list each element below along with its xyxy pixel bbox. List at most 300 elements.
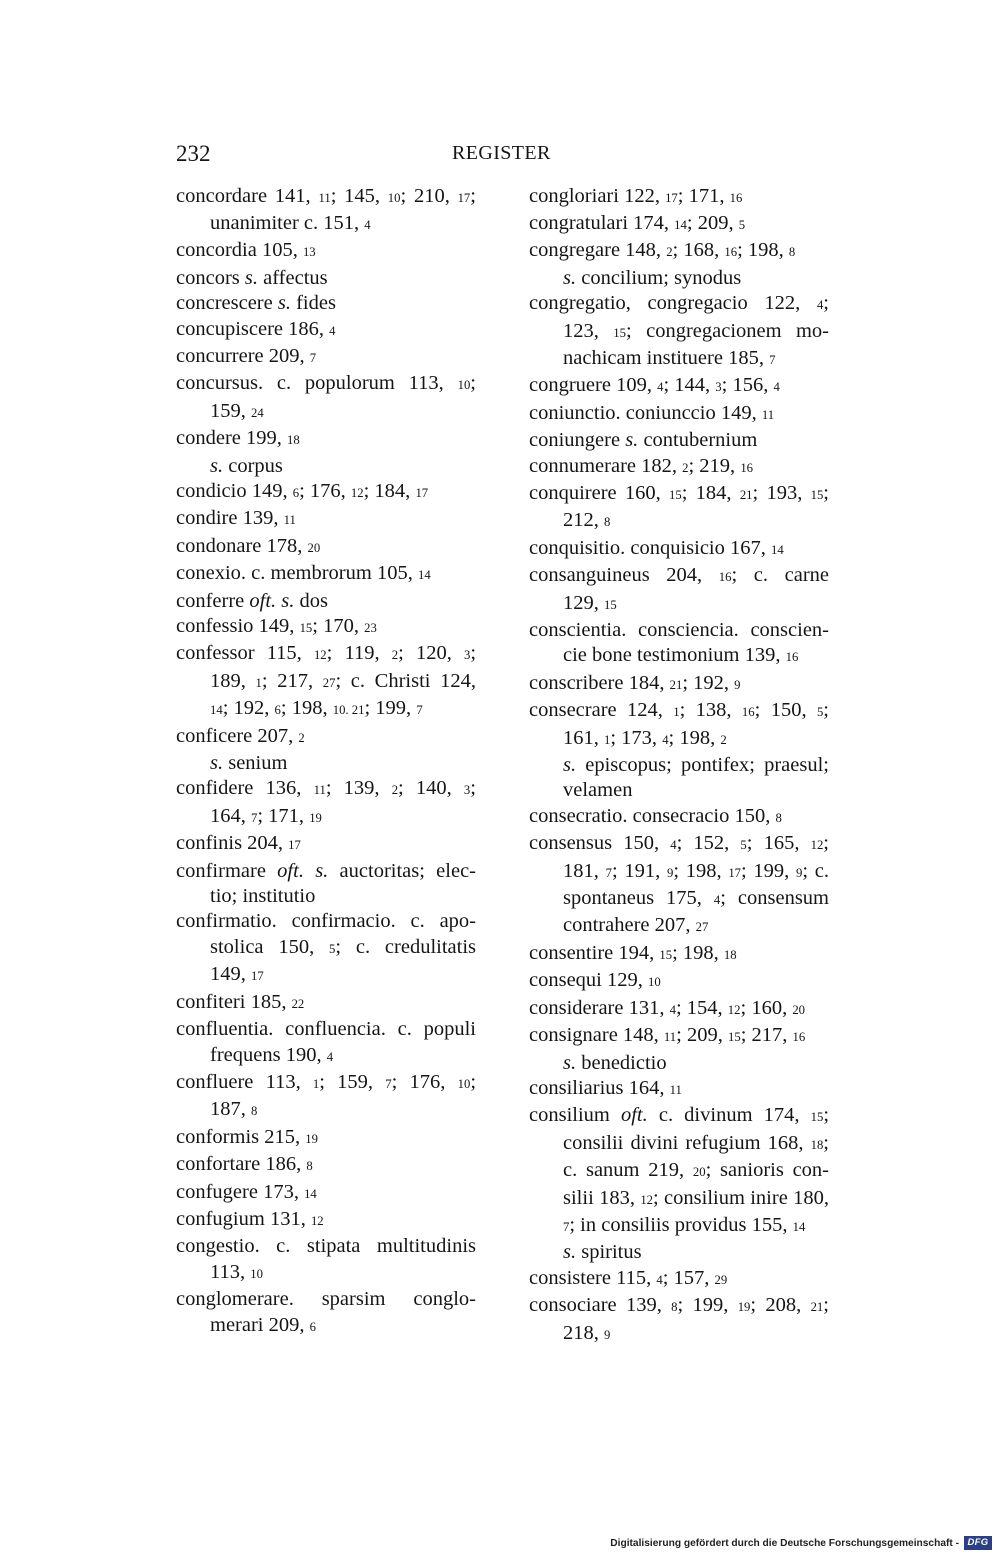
- entry-text: ; 156,: [721, 374, 774, 397]
- entry-text: ; 191,: [611, 859, 667, 882]
- entry-text: 129,: [563, 591, 604, 614]
- line-reference: 4: [816, 298, 824, 313]
- footer-text: Digitalisierung gefördert durch die Deutsche Forschungsgemeinschaft -: [610, 1537, 959, 1549]
- entry-text: spiritus: [576, 1241, 642, 1264]
- index-line: [176, 724, 476, 751]
- entry-text: ; 120,: [398, 642, 464, 665]
- line-reference: 4: [670, 838, 677, 853]
- entry-text: condicio 149,: [176, 479, 293, 502]
- entry-text: concordare 141,: [176, 184, 319, 207]
- index-entry: [529, 481, 829, 536]
- entry-text: confirmatio. confirmacio. c. apo-: [176, 910, 476, 933]
- line-reference: 15: [810, 1110, 824, 1125]
- index-entry: [529, 804, 829, 831]
- entry-text: 113,: [210, 1260, 251, 1283]
- line-reference: 11: [313, 783, 326, 798]
- index-line: [529, 563, 829, 590]
- entry-text: consequi 129,: [529, 969, 648, 992]
- entry-text: ; 144,: [663, 374, 716, 397]
- entry-text: velamen: [563, 779, 633, 802]
- index-entry: [176, 371, 476, 426]
- entry-text: spontaneus 175,: [563, 887, 714, 910]
- entry-text: silii 183,: [563, 1186, 641, 1209]
- line-reference: 10: [648, 975, 661, 990]
- line-reference: 4: [662, 732, 669, 747]
- entry-text: affectus: [258, 266, 328, 289]
- entry-text: ; 209,: [676, 1024, 728, 1047]
- line-reference: 17: [457, 190, 471, 205]
- entry-text: congratulari 174,: [529, 211, 675, 234]
- index-line: [176, 589, 476, 614]
- line-reference: 4: [669, 1002, 676, 1017]
- index-line: [176, 506, 476, 533]
- index-entry: [529, 428, 829, 453]
- index-entry: [529, 671, 829, 698]
- index-line: [529, 1051, 829, 1076]
- line-reference: 14: [771, 542, 784, 557]
- entry-text: ;: [823, 1131, 829, 1154]
- line-reference: 18: [723, 947, 737, 962]
- index-line: [176, 831, 476, 858]
- line-reference: 1: [673, 705, 680, 720]
- index-line: [529, 913, 829, 940]
- entry-text: ; 145,: [330, 184, 388, 207]
- entry-text: ; 219,: [688, 454, 741, 477]
- index-line: [176, 371, 476, 398]
- entry-text: concursus. c. populorum 113,: [176, 372, 458, 395]
- line-reference: 12: [313, 648, 327, 663]
- index-entry: [176, 1207, 476, 1234]
- entry-text: 161,: [563, 726, 604, 749]
- line-reference: 20: [692, 1165, 706, 1180]
- entry-text: nachicam instituere 185,: [563, 346, 770, 369]
- line-reference: 8: [788, 245, 796, 260]
- index-line: [529, 266, 829, 291]
- line-reference: 7: [605, 865, 612, 880]
- index-line: [529, 238, 829, 265]
- index-entry: [529, 698, 829, 804]
- entry-text: unanimiter c. 151,: [210, 211, 365, 234]
- index-line: [529, 1266, 829, 1293]
- entry-text: confinis 204,: [176, 832, 289, 855]
- index-entry: [176, 184, 476, 239]
- index-line: [176, 317, 476, 344]
- line-reference: 16: [729, 190, 743, 205]
- index-entry: [529, 1023, 829, 1076]
- entry-text: ; 193,: [752, 481, 811, 504]
- line-reference: 16: [792, 1030, 806, 1045]
- index-entry: [176, 479, 476, 506]
- index-line: [176, 909, 476, 934]
- entry-text: connumerare 182,: [529, 454, 683, 477]
- entry-text: concupiscere 186,: [176, 317, 330, 340]
- line-reference: 10. 21: [332, 703, 365, 718]
- entry-text: ; 184,: [681, 481, 740, 504]
- page-number: 232: [176, 141, 211, 166]
- index-entry: [176, 1017, 476, 1070]
- line-reference: 10: [457, 1076, 471, 1091]
- index-line: [176, 804, 476, 831]
- entry-text: congruere 109,: [529, 374, 658, 397]
- entry-text: ;: [823, 1104, 830, 1127]
- line-reference: 13: [302, 245, 316, 260]
- index-line: [529, 454, 829, 481]
- index-entry: [529, 831, 829, 941]
- index-line: [529, 401, 829, 428]
- entry-text: ;: [470, 777, 476, 800]
- index-entry: [176, 1234, 476, 1287]
- entry-text: confugium 131,: [176, 1207, 311, 1230]
- entry-text: confessio 149,: [176, 615, 300, 637]
- index-line: [176, 859, 476, 884]
- index-line: [176, 1152, 476, 1179]
- line-reference: 12: [640, 1192, 654, 1207]
- line-reference: 5: [738, 217, 746, 232]
- entry-text: conquirere 160,: [529, 481, 670, 504]
- line-reference: 27: [322, 675, 336, 690]
- index-line: [176, 1125, 476, 1152]
- cross-reference-marker: s.: [210, 752, 224, 775]
- entry-text: ; 176,: [299, 479, 351, 502]
- index-line: [529, 1131, 829, 1158]
- index-line: [176, 534, 476, 561]
- line-reference: 14: [792, 1219, 806, 1234]
- index-line: [176, 1260, 476, 1287]
- line-reference: 2: [720, 732, 727, 747]
- index-line: [176, 1180, 476, 1207]
- entry-text: concurrere 209,: [176, 344, 310, 367]
- entry-text: concrescere: [176, 292, 278, 315]
- entry-text: fides: [290, 292, 336, 315]
- entry-text: ; 160,: [740, 996, 793, 1019]
- line-reference: 18: [287, 433, 300, 448]
- entry-text: 164,: [210, 804, 251, 827]
- index-entry: [176, 614, 476, 641]
- cross-reference-marker: oft.: [620, 1104, 648, 1127]
- entry-text: condire 139,: [176, 507, 284, 530]
- entry-text: congregatio, congregacio 122,: [529, 292, 817, 315]
- line-reference: 15: [613, 325, 626, 340]
- entry-text: concors: [176, 266, 245, 289]
- line-reference: 24: [251, 405, 264, 420]
- index-line: [176, 614, 476, 641]
- entry-text: ; 165,: [746, 832, 811, 855]
- line-reference: 15: [727, 1030, 741, 1045]
- index-line: [176, 962, 476, 989]
- entry-text: consentire 194,: [529, 941, 660, 964]
- line-reference: 14: [210, 703, 223, 718]
- index-entry: [176, 506, 476, 533]
- entry-text: ; 209,: [686, 211, 739, 234]
- entry-text: 123,: [563, 319, 614, 342]
- line-reference: 19: [309, 810, 322, 825]
- index-entry: [529, 618, 829, 671]
- entry-text: ; 198,: [673, 859, 729, 882]
- line-reference: 15: [669, 487, 682, 502]
- index-entry: [529, 536, 829, 563]
- index-line: [529, 941, 829, 968]
- entry-text: congregare 148,: [529, 239, 667, 262]
- index-line: [176, 184, 476, 211]
- cross-reference-marker: s.: [563, 266, 577, 289]
- cross-reference-marker: s.: [625, 429, 639, 452]
- line-reference: 15: [604, 597, 617, 612]
- line-reference: 14: [674, 217, 687, 232]
- line-reference: 11: [283, 513, 296, 528]
- index-line: [529, 508, 829, 535]
- entry-text: c. sanum 219,: [563, 1159, 693, 1182]
- index-line: [176, 1070, 476, 1097]
- entry-text: conferre: [176, 589, 250, 612]
- index-line: [529, 1076, 829, 1103]
- entry-text: consociare 139,: [529, 1294, 672, 1317]
- line-reference: 12: [310, 1213, 324, 1228]
- line-reference: 7: [309, 350, 317, 365]
- entry-text: ; 171,: [257, 804, 310, 827]
- dfg-logo: DFG: [964, 1536, 992, 1550]
- entry-text: ; 199,: [741, 859, 797, 882]
- entry-text: consistere 115,: [529, 1266, 657, 1289]
- index-line: [529, 726, 829, 753]
- line-reference: 14: [304, 1186, 317, 1201]
- index-entry: [176, 317, 476, 344]
- entry-text: ; 140,: [398, 777, 464, 800]
- index-entry: [176, 776, 476, 831]
- entry-text: condonare 178,: [176, 534, 308, 557]
- index-line: [529, 698, 829, 725]
- line-reference: 4: [364, 217, 371, 232]
- entry-text: ; 159,: [319, 1070, 386, 1093]
- line-reference: 19: [737, 1300, 751, 1315]
- index-line: [176, 696, 476, 723]
- entry-text: ; 152,: [676, 832, 741, 855]
- entry-text: confluentia. confluencia. c. populi: [176, 1018, 476, 1041]
- entry-text: consensus 150,: [529, 832, 671, 855]
- entry-text: consecrare 124,: [529, 699, 674, 722]
- entry-text: 212,: [563, 509, 604, 532]
- entry-text: consanguineus 204,: [529, 564, 719, 587]
- line-reference: 9: [734, 677, 741, 692]
- entry-text: ; 217,: [740, 1024, 793, 1047]
- index-line: [529, 1103, 829, 1130]
- entry-text: conquisitio. conquisicio 167,: [529, 536, 771, 559]
- index-line: [529, 291, 829, 318]
- index-entry: [176, 344, 476, 371]
- index-line: [529, 319, 829, 346]
- line-reference: 21: [669, 677, 683, 692]
- index-line: [529, 643, 829, 670]
- index-entry: [529, 996, 829, 1023]
- entry-text: ; sanioris con-: [705, 1159, 829, 1182]
- index-line: [176, 990, 476, 1017]
- index-entry: [529, 1103, 829, 1265]
- entry-text: ;: [470, 372, 476, 395]
- entry-text: contubernium: [638, 429, 758, 452]
- entry-text: ; 176,: [391, 1070, 458, 1093]
- entry-text: ; 208,: [750, 1294, 811, 1317]
- line-reference: 4: [713, 893, 721, 908]
- index-line: [529, 1023, 829, 1050]
- index-line: [529, 753, 829, 778]
- index-line: [529, 211, 829, 238]
- line-reference: 7: [385, 1076, 392, 1091]
- index-entry: [529, 1293, 829, 1348]
- entry-text: ; 210,: [400, 184, 458, 207]
- line-reference: 1: [604, 732, 611, 747]
- entry-text: ; 168,: [672, 239, 725, 262]
- entry-text: ; 171,: [677, 184, 730, 207]
- entry-text: ;: [470, 642, 477, 665]
- index-line: [529, 1293, 829, 1320]
- line-reference: 8: [604, 515, 611, 530]
- line-reference: 23: [364, 621, 377, 635]
- entry-text: ; c. credulitatis: [335, 935, 476, 958]
- entry-text: 189,: [210, 669, 256, 692]
- entry-text: ;: [470, 1070, 477, 1093]
- line-reference: 7: [251, 810, 258, 825]
- line-reference: 17: [665, 190, 678, 205]
- entry-text: ; 119,: [326, 642, 392, 665]
- footer-credit: [610, 1535, 992, 1551]
- index-line: [529, 968, 829, 995]
- line-reference: 7: [769, 352, 776, 367]
- line-reference: 18: [810, 1137, 824, 1152]
- index-line: [176, 561, 476, 588]
- entry-text: conformis 215,: [176, 1125, 306, 1148]
- index-entry: [529, 968, 829, 995]
- entry-text: merari 209,: [210, 1313, 310, 1336]
- index-entry: [529, 401, 829, 428]
- entry-text: conscribere 184,: [529, 671, 670, 694]
- entry-text: ; 198,: [672, 941, 724, 964]
- entry-text: ; 198,: [280, 697, 333, 720]
- entry-text: consilium: [529, 1104, 621, 1127]
- index-line: [176, 1207, 476, 1234]
- index-line: [529, 804, 829, 831]
- index-entry: [176, 238, 476, 265]
- line-reference: 17: [288, 838, 301, 853]
- index-line: [176, 344, 476, 371]
- entry-text: ; c. carne: [731, 564, 830, 587]
- entry-text: 187,: [210, 1098, 251, 1121]
- entry-text: confessor 115,: [176, 642, 314, 665]
- line-reference: 4: [656, 1272, 663, 1287]
- entry-text: episcopus; pontifex; praesul;: [576, 754, 829, 777]
- entry-text: ; 198,: [668, 726, 721, 749]
- entry-text: ; 199,: [677, 1294, 738, 1317]
- line-reference: 21: [739, 487, 753, 502]
- line-reference: 8: [251, 1104, 258, 1119]
- line-reference: 19: [305, 1131, 318, 1146]
- line-reference: 27: [695, 920, 709, 935]
- line-reference: 9: [796, 865, 803, 880]
- index-line: [176, 266, 476, 291]
- entry-text: ; 154,: [675, 996, 728, 1019]
- index-entry: [529, 1076, 829, 1103]
- line-reference: 5: [740, 838, 747, 853]
- entry-text: corpus: [223, 454, 283, 477]
- index-entry: [529, 941, 829, 968]
- entry-text: ; 192,: [222, 697, 275, 720]
- index-entry: [529, 211, 829, 238]
- entry-text: considerare 131,: [529, 996, 670, 1019]
- index-entry: [176, 724, 476, 777]
- entry-text: ;: [823, 832, 829, 855]
- cross-reference-marker: s.: [210, 454, 224, 477]
- entry-text: consilii divini refugium 168,: [563, 1131, 811, 1154]
- index-line: [176, 641, 476, 668]
- index-entry: [176, 534, 476, 561]
- entry-text: benedictio: [576, 1051, 667, 1074]
- line-reference: 16: [740, 460, 754, 475]
- right-column: [529, 184, 829, 1348]
- entry-text: ; 184,: [363, 479, 416, 502]
- entry-text: congloriari 122,: [529, 184, 666, 207]
- entry-text: ; 150,: [754, 699, 817, 722]
- line-reference: 29: [714, 1272, 728, 1287]
- index-line: [176, 669, 476, 696]
- line-reference: 4: [329, 323, 336, 338]
- index-line: [529, 428, 829, 453]
- line-reference: 3: [715, 380, 722, 395]
- entry-text: auctoritas; elec-: [328, 859, 476, 882]
- index-entry: [529, 184, 829, 211]
- index-entry: [176, 641, 476, 723]
- line-reference: 11: [669, 1082, 682, 1097]
- entry-text: conscientia. consciencia. conscien-: [529, 619, 829, 641]
- entry-text: ; consensum: [720, 887, 829, 910]
- index-line: [176, 935, 476, 962]
- index-line: [529, 1158, 829, 1185]
- index-line: [176, 291, 476, 316]
- line-reference: 21: [810, 1300, 824, 1315]
- entry-text: ; 170,: [312, 615, 365, 637]
- entry-text: confortare 186,: [176, 1153, 307, 1176]
- index-line: [529, 536, 829, 563]
- line-reference: 2: [298, 730, 305, 745]
- line-reference: 6: [309, 1319, 316, 1334]
- entry-text: dos: [294, 589, 329, 612]
- entry-text: ;: [823, 481, 829, 504]
- index-line: [176, 884, 476, 909]
- entry-text: ; 157,: [662, 1266, 715, 1289]
- index-entry: [176, 909, 476, 989]
- line-reference: 3: [463, 783, 471, 798]
- entry-text: ;: [823, 292, 829, 315]
- cross-reference-marker: s.: [563, 754, 577, 777]
- index-line: [176, 1097, 476, 1124]
- index-entry: [176, 589, 476, 614]
- index-line: [529, 778, 829, 803]
- index-entry: [529, 454, 829, 481]
- index-entry: [529, 1266, 829, 1293]
- entry-text: ; consilium inire 180,: [653, 1186, 830, 1209]
- entry-text: 149,: [210, 963, 251, 986]
- line-reference: 22: [291, 996, 305, 1011]
- line-reference: 8: [306, 1159, 313, 1174]
- entry-text: concilium; synodus: [576, 266, 742, 289]
- entry-text: consiliarius 164,: [529, 1076, 670, 1099]
- cross-reference-marker: s.: [563, 1051, 577, 1074]
- line-reference: 12: [810, 838, 824, 853]
- index-line: [529, 1240, 829, 1265]
- index-line: [529, 671, 829, 698]
- line-reference: 1: [312, 1076, 320, 1091]
- line-reference: 17: [415, 485, 429, 500]
- line-reference: 8: [775, 810, 782, 825]
- index-entry: [529, 563, 829, 618]
- line-reference: 2: [682, 460, 689, 475]
